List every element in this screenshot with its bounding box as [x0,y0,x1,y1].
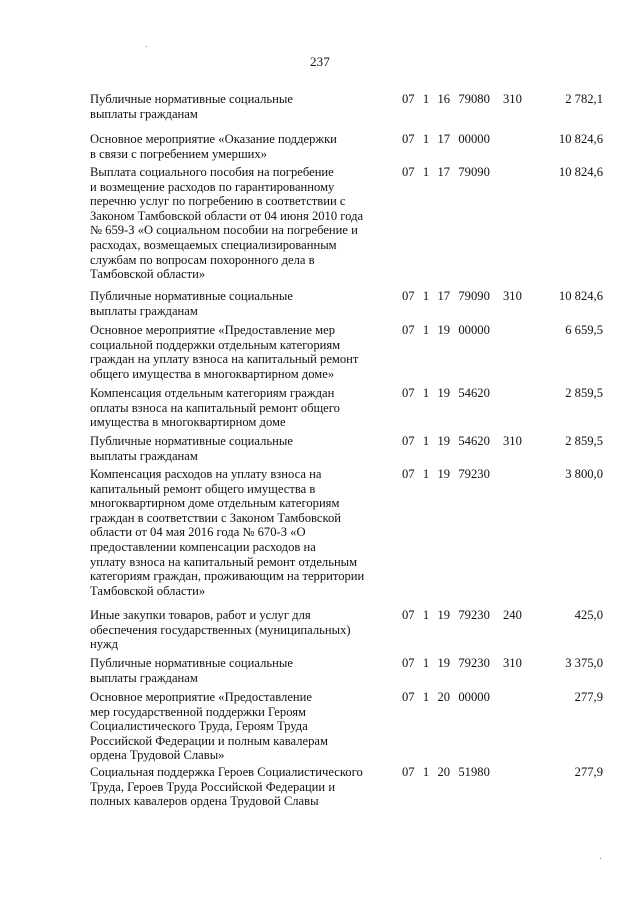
table-row [0,608,640,656]
row-amount: 3 375,0 [565,656,603,670]
row-code: 07 1 19 00000 [402,323,490,337]
row-description: Выплата социального пособия на погребение и возмещение расходов по гарантированному перечню услуг по погребению в соответствии с Законом Тамбовской области от 04 июня 2010 года № 659-З «О социальном пособии на погребение и расходах, возмещаемых специализированным службам по вопросам похоронного дела в Тамбовской области» [90,165,364,282]
row-amount: 2 859,5 [565,434,603,448]
table-row [0,92,640,132]
row-code: 07 1 17 79090 [402,165,490,179]
row-description: Публичные нормативные социальные выплаты гражданам [90,92,293,121]
budget-table [0,92,640,815]
scan-speck [600,858,601,859]
row-amount: 2 782,1 [565,92,603,106]
row-code: 07 1 19 54620 [402,386,490,400]
row-description: Основное мероприятие «Предоставление мер государственной поддержки Героям Социалистического Труда, Героям Труда Российской Федерации и полным кавалерам ордена Трудовой Славы» [90,690,328,763]
row-amount: 6 659,5 [565,323,603,337]
row-code: 07 1 19 79230 [402,608,490,622]
row-amount: 10 824,6 [558,165,603,179]
row-code: 07 1 19 54620 [402,434,490,448]
row-description: Компенсация расходов на уплату взноса на капитальный ремонт общего имущества в многоквартирном доме отдельным категориям граждан в соответствии с Законом Тамбовской области от 04 мая 2016 года № 670-З «О предоставлении компенсации расходов на уплату взноса на капитальный ремонт отдельным категориям граждан, проживающим на территории Тамбовской области» [90,467,365,598]
row-description: Иные закупки товаров, работ и услуг для обеспечения государственных (муниципальных) нужд [90,608,351,652]
row-description: Публичные нормативные социальные выплаты гражданам [90,656,293,685]
table-row [0,690,640,765]
row-amount: 277,9 [574,765,603,779]
row-code: 07 1 17 00000 [402,132,490,146]
row-description: Основное мероприятие «Предоставление мер социальной поддержки отдельным категориям граждан на уплату взноса на капитальный ремонт общего имущества в многоквартирном доме» [90,323,359,381]
row-expense-type: 310 [503,289,522,303]
table-row [0,467,640,608]
row-code: 07 1 16 79080 [402,92,490,106]
row-amount: 10 824,6 [558,132,603,146]
table-row [0,434,640,467]
table-row [0,165,640,289]
row-description: Компенсация отдельным категориям граждан оплаты взноса на капитальный ремонт общего имущества в многоквартирном доме [90,386,340,430]
row-expense-type: 310 [503,92,522,106]
table-row [0,132,640,165]
row-description: Основное мероприятие «Оказание поддержки в связи с погребением умерших» [90,132,337,161]
row-expense-type: 310 [503,656,522,670]
row-amount: 277,9 [574,690,603,704]
row-expense-type: 240 [503,608,522,622]
row-code: 07 1 19 79230 [402,656,490,670]
table-row [0,323,640,386]
row-description: Публичные нормативные социальные выплаты гражданам [90,434,293,463]
row-description: Социальная поддержка Героев Социалистического Труда, Героев Труда Российской Федерации и полных кавалеров ордена Трудовой Славы [90,765,363,809]
table-row [0,386,640,434]
row-description: Публичные нормативные социальные выплаты гражданам [90,289,293,318]
row-expense-type: 310 [503,434,522,448]
scan-speck [146,46,147,47]
table-row [0,656,640,690]
table-row [0,289,640,323]
page-number: 237 [309,54,331,69]
row-amount: 10 824,6 [558,289,603,303]
row-amount: 3 800,0 [565,467,603,481]
row-code: 07 1 20 00000 [402,690,490,704]
table-row [0,765,640,815]
row-amount: 425,0 [574,608,603,622]
row-code: 07 1 19 79230 [402,467,490,481]
row-amount: 2 859,5 [565,386,603,400]
row-code: 07 1 20 51980 [402,765,490,779]
row-code: 07 1 17 79090 [402,289,490,303]
